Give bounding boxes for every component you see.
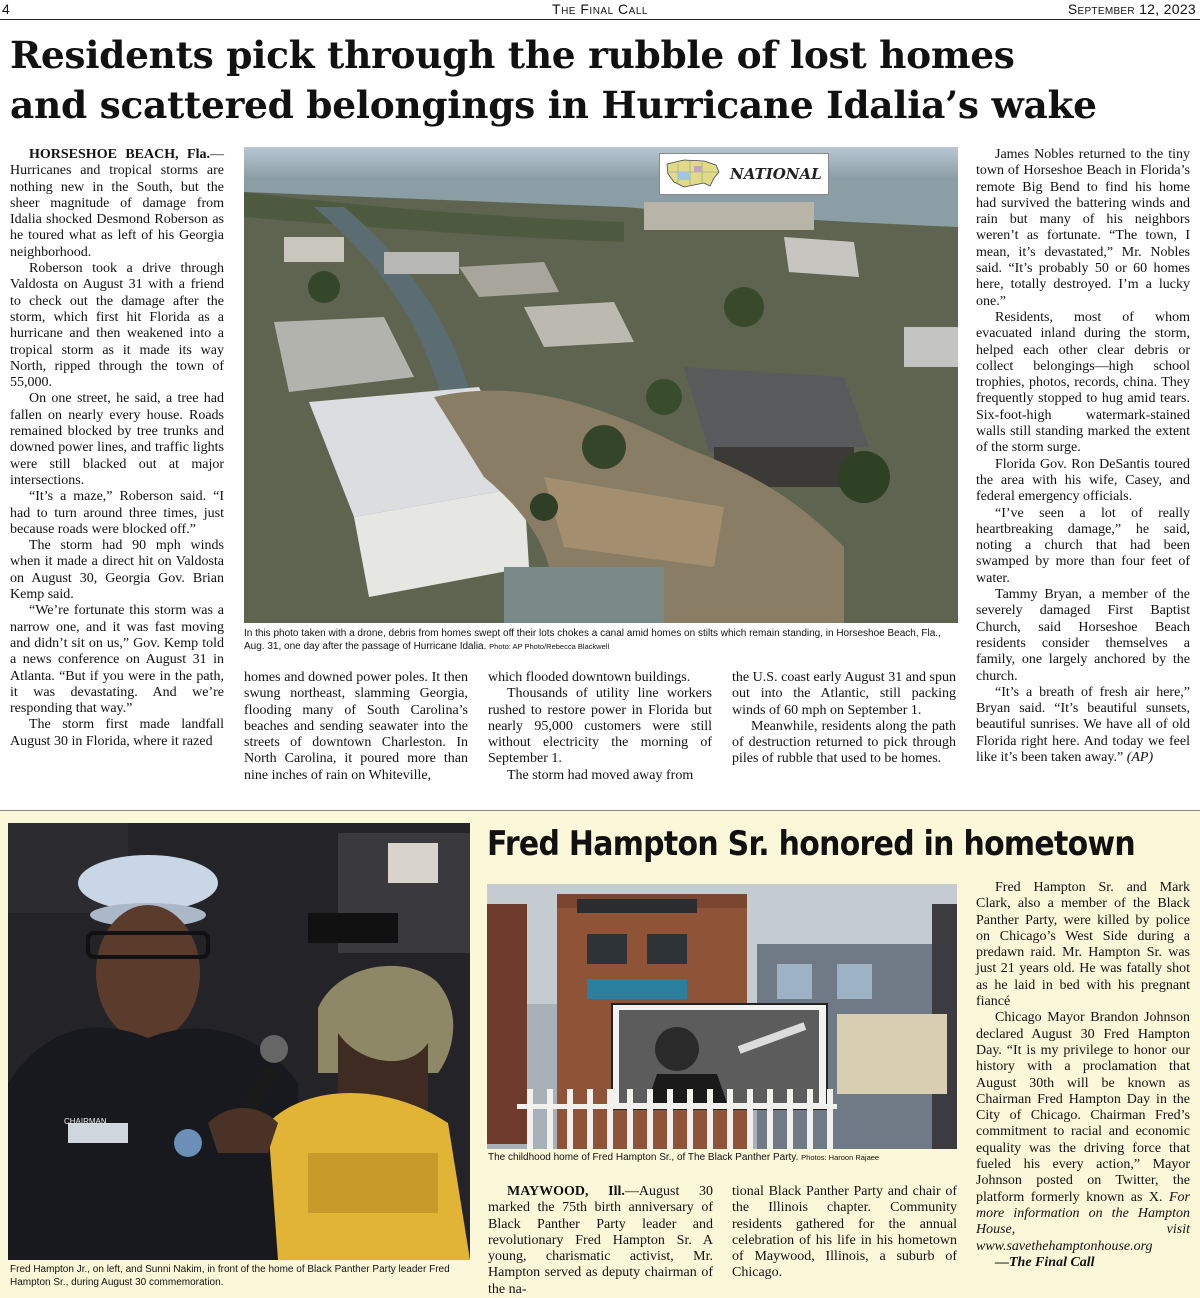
shirt-text: CHAIRMAN: [64, 1117, 107, 1126]
article-paragraph: homes and downed power poles. It then swung northeast, slamming Georgia, flooding many of South Carolina’s beaches and sending seawater into the streets of downtown Charleston. In North Carolina, it poured more than nine inches of rain on Whiteville,: [244, 670, 468, 783]
article-paragraph: tional Black Panther Party and chair of the Illinois chapter. Community residents gathered for the annual celebration of his life in his hometown of Maywood, Illinois, a suburb of Chicago.: [732, 1184, 957, 1281]
hampton-event-photo: [8, 823, 470, 1260]
article-paragraph: The storm first made landfall August 30 in Florida, where it razed: [10, 717, 224, 749]
caption-text: In this photo taken with a drone, debris from homes swept off their lots chokes a canal amid homes on stilts which remain standing, in Horseshoe Beach, Fla., Aug. 31, one day after the passage of Hurricane Idalia.: [244, 628, 941, 652]
caption-text: The childhood home of Fred Hampton Sr., of The Black Panther Party.: [488, 1152, 799, 1163]
article-paragraph: Meanwhile, residents along the path of destruction returned to pick through piles of rubble that used to be homes.: [732, 718, 956, 767]
photo-credit: Photo: AP Photo/Rebecca Blackwell: [489, 642, 610, 651]
article-column-3: [488, 670, 712, 784]
article-paragraph: “I’ve seen a lot of really heartbreaking damage,” he said, noting a church that had been swamped by more than four feet of water.: [976, 505, 1190, 586]
article-paragraph: Chicago Mayor Brandon Johnson declared August 30 Fred Hampton Day. “It is my privilege to honor our history with a proclamation that August 30th will be known as Chairman Fred Hampton Day in the City of Chicago. Chairman Fred’s commitment to racial and economic equality was the driving force that fueled his every action,” Mayor Johnson posted on Twitter, the platform formerly known as X.: [976, 1010, 1190, 1205]
photo-credit: Photos: Haroon Rajaee: [801, 1153, 880, 1162]
article-paragraph: Fred Hampton Sr. and Mark Clark, also a member of the Black Panther Party, were killed by police on Chicago’s West Side during a predawn raid. Mr. Hampton Sr. was just 21 years old. He was fatally shot as he laid in bed with his pregnant fiancé: [976, 880, 1190, 1010]
article-paragraph: which flooded downtown buildings.: [488, 670, 691, 685]
hampton-column-1: [488, 1184, 713, 1298]
headline-line-1: Residents pick through the rubble of lost homes: [10, 33, 1015, 77]
article-paragraph: “It’s a maze,” Roberson said. “I had to turn around three times, just because roads were blocked off.”: [10, 489, 224, 537]
article-paragraph: James Nobles returned to the tiny town of Horseshoe Beach in Florida’s remote Big Bend to find his home had survived the battering winds and rain but many of his neighbors weren’t as fortunate. “The town, I mean, it’s devastated,” Mr. Nobles said. “It’s probably 50 or 60 homes here, totally destroyed. I’m a lucky one.”: [976, 147, 1190, 309]
article-paragraph: Thousands of utility line workers rushed to restore power in Florida but nearly 95,000 customers were still without electricity the morning of September 1.: [488, 686, 712, 767]
article-paragraph: The storm had 90 mph winds when it made a direct hit on Valdosta on August 30, Georgia Gov. Brian Kemp said.: [10, 538, 224, 603]
usa-map-icon: [664, 156, 722, 192]
ap-credit: (AP): [1126, 749, 1154, 765]
article-paragraph: Roberson took a drive through Valdosta on August 31 with a friend to check out the damage after the storm, which first hit Florida as a hurricane and then weakened into a tropical storm as it made its way North, ripped through the town of 55,000.: [10, 261, 224, 391]
page-headline: [10, 30, 1195, 130]
article-paragraph: the U.S. coast early August 31 and spun out into the Atlantic, still packing winds of 60 mph on September 1.: [732, 670, 956, 718]
article-paragraph: Florida Gov. Ron DeSantis toured the area with his wife, Casey, and federal emergency officials.: [976, 456, 1190, 505]
national-label: NATIONAL: [730, 165, 822, 183]
signoff: —The Final Call: [995, 1254, 1095, 1270]
hampton-column-3: [976, 880, 1190, 1271]
article-column-4: [732, 670, 956, 768]
hampton-house-photo: [487, 884, 957, 1149]
hampton-house-caption: [488, 1151, 958, 1164]
article-paragraph: “We’re fortunate this storm was a narrow one, and it was fast moving and didn’t sit on us,” Gov. Kemp told a news conference on August 31 in Atlanta. “But if you were in the path, it was devastating. And we’re responding that way.”: [10, 603, 224, 717]
drone-photo: [244, 147, 958, 623]
hampton-headline: Fred Hampton Sr. honored in hometown: [487, 824, 1135, 864]
masthead: [0, 0, 1200, 20]
national-badge: [659, 153, 829, 195]
article-paragraph: —Hurricanes and tropical storms are nothing new in the South, but the sheer magnitude of damage from Idalia shocked Desmond Roberson as he toured what as left of his Georgia neighborhood.: [10, 147, 224, 260]
drone-photo-illustration: [244, 147, 958, 623]
article-paragraph: On one street, he said, a tree had fallen on nearly every house. Roads remained blocked by tree trunks and downed power lines, and traffic lights were still blacked out at major intersections.: [10, 391, 224, 488]
hampton-event-illustration: [8, 823, 470, 1260]
hampton-event-caption: Fred Hampton Jr., on left, and Sunni Nakim, in front of the home of Black Panther Party leader Fred Hampton Sr., during August 30 commemoration.: [10, 1264, 450, 1288]
more-info-link-text: For more information on the Hampton House, visit www.savethehamptonhouse.org: [976, 1189, 1190, 1254]
dateline: HORSESHOE BEACH, Fla.: [29, 147, 210, 162]
article-paragraph: Residents, most of whom evacuated inland during the storm, helped each other clear debris or collect belongings—high school trophies, photos, records, china. They frequently stopped to hug amid tears. Six-foot-high watermark-stained walls still standing marked the extent of the storm surge.: [976, 309, 1190, 456]
headline-line-2: and scattered belongings in Hurricane Idalia’s wake: [10, 83, 1097, 127]
drone-photo-caption: [244, 627, 958, 653]
issue-date: September 12, 2023: [1067, 1, 1196, 17]
paper-name: The Final Call: [552, 1, 648, 17]
article-column-1: [10, 147, 224, 750]
dateline: MAYWOOD, Ill.: [507, 1184, 625, 1199]
hampton-column-2: [732, 1184, 957, 1282]
page-number: 4: [2, 1, 10, 17]
article-paragraph: —August 30 marked the 75th birth anniversary of Black Panther Party leader and revolutionary Fred Hampton Sr. A young, charismatic activist, Mr. Hampton served as deputy chairman of the na-: [488, 1184, 713, 1297]
article-column-5: [976, 147, 1190, 766]
article-paragraph: The storm had moved away from: [507, 767, 694, 783]
article-paragraph: “It’s a breath of fresh air here,” Bryan said. “It’s beautiful sunsets, beautiful sunrises. We have all of old Florida right here. And today we feel like it’s been taken away.”: [976, 684, 1190, 765]
article-paragraph: Tammy Bryan, a member of the severely damaged First Baptist Church, said Horseshoe Beach residents consider themselves a family, one largely anchored by the church.: [976, 587, 1190, 684]
hampton-house-illustration: [487, 884, 957, 1149]
article-column-2: [244, 670, 468, 784]
